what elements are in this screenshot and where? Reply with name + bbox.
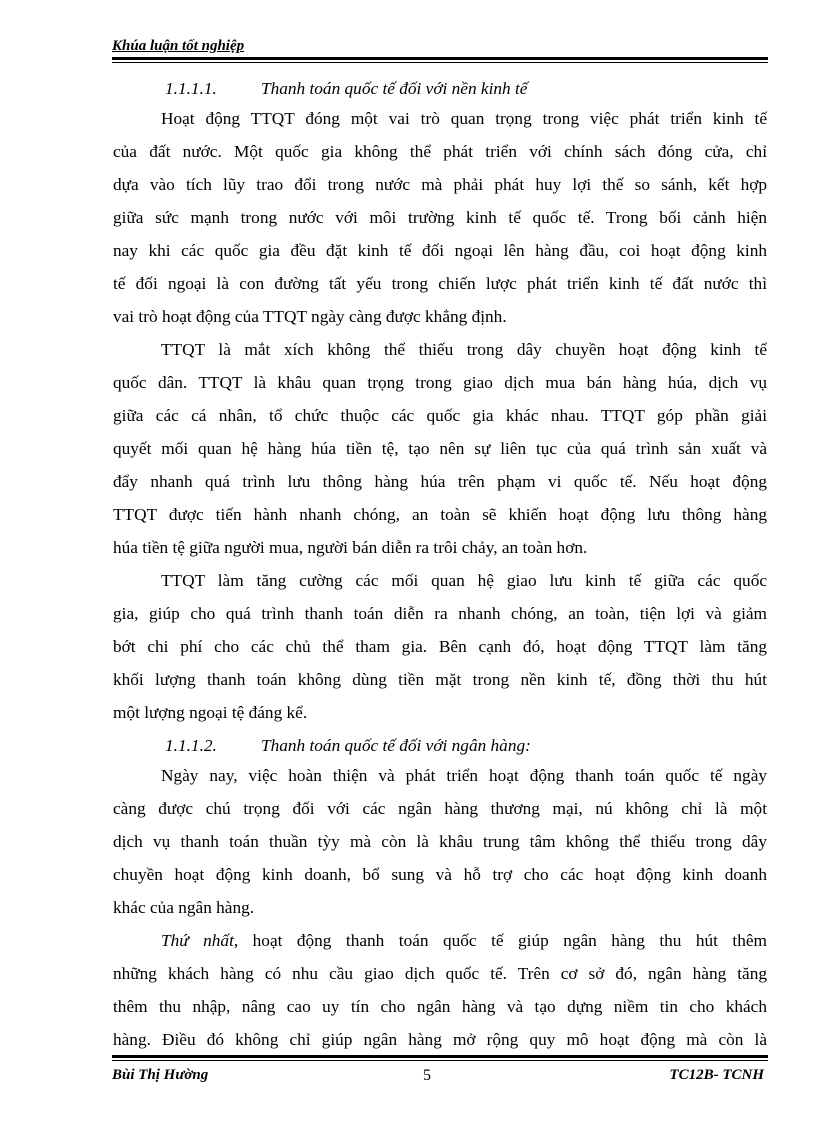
line-text: của đất nước. Một quốc gia không thể phát triển với chính sách đóng cửa, chỉ [113, 142, 767, 161]
paragraph [113, 102, 767, 333]
italic-lead: Thứ nhất [161, 931, 234, 950]
document-body [113, 72, 767, 1056]
section-title: Thanh toán quốc tế đối với nền kinh tế [261, 79, 528, 98]
line-text: TTQT là mắt xích không thể thiếu trong dây chuyền hoạt động kinh tế [161, 340, 767, 359]
page-number: 5 [423, 1067, 431, 1084]
line-text: dịch vụ thanh toán thuần tỳy mà còn là khâu trung tâm không thể thiếu trong dây [113, 832, 767, 851]
text-line [113, 630, 767, 663]
section-heading [113, 72, 767, 102]
line-text: húa tiền tệ giữa người mua, người bán diễn ra trôi chảy, an toàn hơn. [113, 538, 588, 557]
text-line [113, 333, 767, 366]
line-text: càng được chú trọng đối với các ngân hàng thương mại, nú không chỉ là một [113, 799, 767, 818]
text-line [113, 792, 767, 825]
section-number: 1.1.1.2. [165, 736, 217, 755]
text-line [113, 201, 767, 234]
line-text: quyết mối quan hệ hàng húa tiền tệ, tạo nên sự liên tục của quá trình sản xuất và [113, 439, 767, 458]
line-text: những khách hàng có nhu cầu giao dịch quốc tế. Trên cơ sở đó, ngân hàng tăng [113, 964, 767, 983]
text-line [113, 399, 767, 432]
text-line [113, 924, 767, 957]
text-line [113, 696, 767, 729]
text-line [113, 135, 767, 168]
text-line [113, 663, 767, 696]
paragraph [113, 759, 767, 924]
line-text: tế đối ngoại là con đường tất yếu trong chiến lược phát triển kinh tế đất nước thì [113, 274, 767, 293]
section-heading [113, 729, 767, 759]
text-line [113, 531, 767, 564]
header-rule [112, 57, 768, 63]
text-line [113, 564, 767, 597]
line-text: Hoạt động TTQT đóng một vai trò quan trọng trong việc phát triển kinh tế [161, 109, 767, 128]
text-line [113, 498, 767, 531]
text-line [113, 300, 767, 333]
text-line [113, 825, 767, 858]
line-text: giữa các cá nhân, tổ chức thuộc các quốc gia khác nhau. TTQT góp phần giải [113, 406, 767, 425]
paragraph [113, 924, 767, 1056]
line-text: , hoạt động thanh toán quốc tế giúp ngân hàng thu hút thêm [233, 931, 767, 950]
line-text: thêm thu nhập, nâng cao uy tín cho ngân hàng và tạo dựng niềm tin cho khách [113, 997, 767, 1016]
line-text: TTQT làm tăng cường các mối quan hệ giao lưu kinh tế giữa các quốc [161, 571, 767, 590]
text-line [113, 957, 767, 990]
text-line [113, 858, 767, 891]
line-text: TTQT được tiến hành nhanh chóng, an toàn sẽ khiến hoạt động lưu thông hàng [113, 505, 767, 524]
line-text: dựa vào tích lũy trao đổi trong nước mà phải phát huy lợi thế so sánh, kết hợp [113, 175, 767, 194]
text-line [113, 168, 767, 201]
text-line [113, 432, 767, 465]
line-text: bớt chi phí cho các chủ thể tham gia. Bên cạnh đó, hoạt động TTQT làm tăng [113, 637, 767, 656]
line-text: đẩy nhanh quá trình lưu thông hàng húa trên phạm vi quốc tế. Nếu hoạt động [113, 472, 767, 491]
text-line [113, 990, 767, 1023]
text-line [113, 1023, 767, 1056]
footer-author: Bùi Thị Hường [112, 1067, 209, 1083]
line-text: khác của ngân hàng. [113, 898, 255, 917]
line-text: Ngày nay, việc hoàn thiện và phát triển hoạt động thanh toán quốc tế ngày [161, 766, 767, 785]
section-number: 1.1.1.1. [165, 79, 217, 98]
line-text: hàng. Điều đó không chỉ giúp ngân hàng mở rộng quy mô hoạt động mà còn là [113, 1030, 767, 1049]
line-text: gia, giúp cho quá trình thanh toán diễn ra nhanh chóng, an toàn, tiện lợi và giảm [113, 604, 767, 623]
line-text: khối lượng thanh toán không dùng tiền mặt trong nền kinh tế, đồng thời thu hút [113, 670, 767, 689]
running-header: Khúa luận tốt nghiệp [112, 38, 245, 54]
paragraph [113, 564, 767, 729]
footer-class: TC12B- TCNH [669, 1067, 764, 1083]
line-text: vai trò hoạt động của TTQT ngày càng được khẳng định. [113, 307, 507, 326]
line-text: quốc dân. TTQT là khâu quan trọng trong giao dịch mua bán hàng húa, dịch vụ [113, 373, 767, 392]
paragraph [113, 333, 767, 564]
footer-rule [112, 1055, 768, 1061]
line-text: giữa sức mạnh trong nước với môi trường kinh tế quốc tế. Trong bối cảnh hiện [113, 208, 767, 227]
text-line [113, 597, 767, 630]
line-text: một lượng ngoại tệ đáng kể. [113, 703, 308, 722]
text-line [113, 465, 767, 498]
line-text: chuyền hoạt động kinh doanh, bổ sung và hỗ trợ cho các hoạt động kinh doanh [113, 865, 767, 884]
text-line [113, 102, 767, 135]
text-line [113, 759, 767, 792]
line-text: nay khi các quốc gia đều đặt kinh tế đối ngoại lên hàng đầu, coi hoạt động kinh [113, 241, 767, 260]
text-line [113, 234, 767, 267]
section-title: Thanh toán quốc tế đối với ngân hàng: [261, 736, 531, 755]
text-line [113, 366, 767, 399]
text-line [113, 267, 767, 300]
text-line [113, 891, 767, 924]
